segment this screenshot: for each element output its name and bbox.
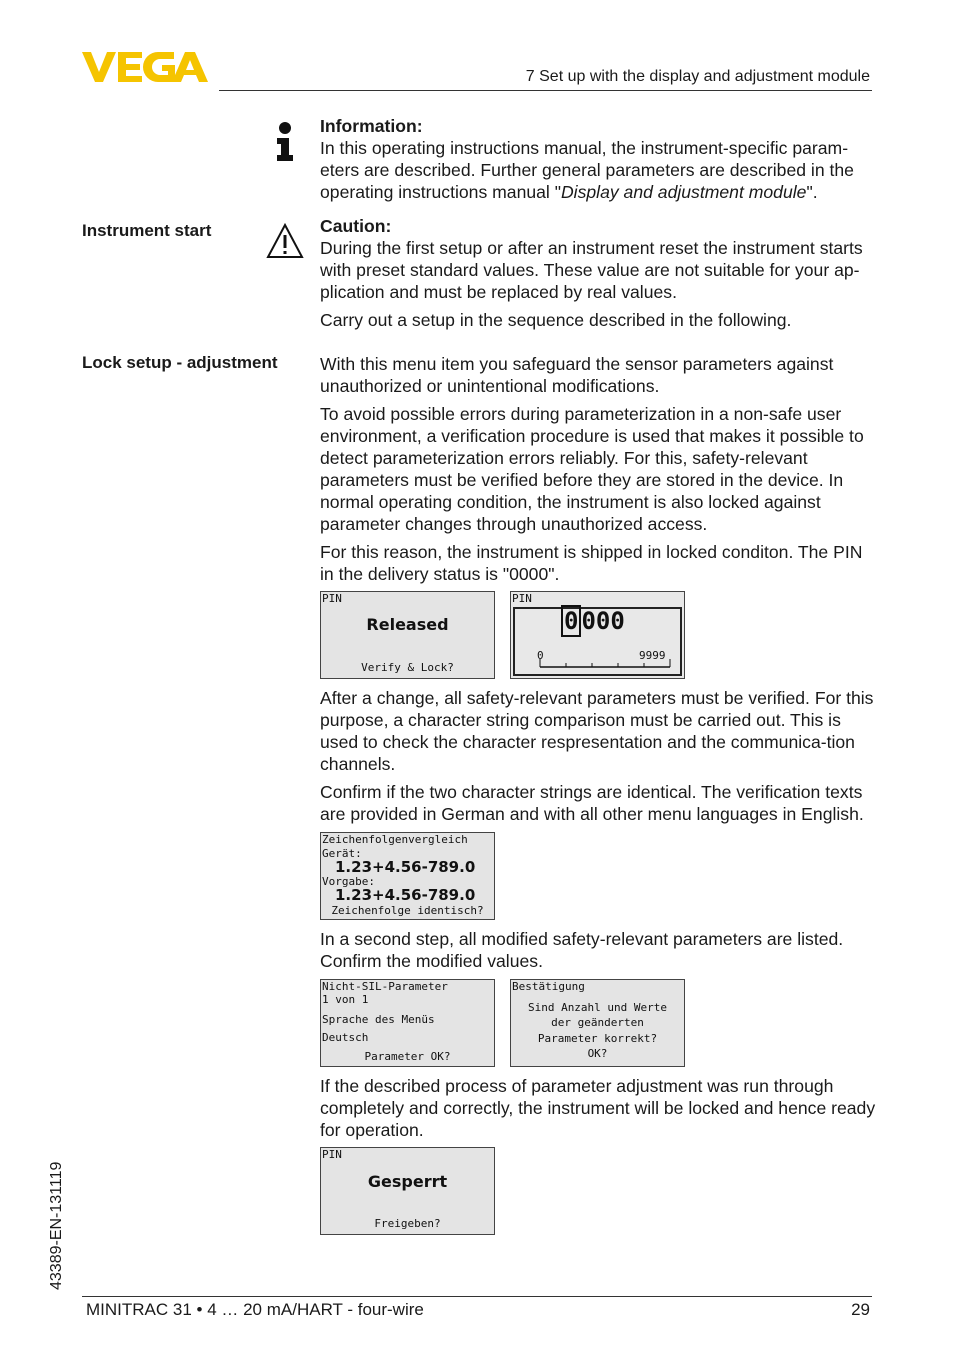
vega-logo xyxy=(82,52,212,82)
lcd-confirmation xyxy=(510,979,685,1067)
lcd-label-target: Vorgabe: xyxy=(322,875,375,888)
lcd-main-text: Gesperrt xyxy=(367,1172,448,1191)
lcd-value-device: 1.23+4.56-789.0 xyxy=(335,858,476,876)
lcd-inner-frame xyxy=(513,607,682,676)
lcd-label-device: Gerät: xyxy=(322,847,362,860)
lcd-bottom-text: Verify & Lock? xyxy=(361,661,454,674)
warning-icon xyxy=(266,223,304,259)
document-code: 43389-EN-131119 xyxy=(48,1161,65,1290)
pin-selected-digit: 0 xyxy=(561,605,581,637)
lcd-title: Bestätigung xyxy=(512,980,585,993)
info-text: In this operating instructions manual, the instrument-specific param-eters are described. Further general parameters are described in the operating instructions manual "Display and adjustment module". xyxy=(320,138,854,202)
instrument-start-heading: Instrument start xyxy=(82,221,212,240)
lcd-bottom-text: Parameter OK? xyxy=(364,1050,451,1063)
lcd-param-value: Deutsch xyxy=(322,1031,369,1044)
lock-setup-block-4 xyxy=(320,1075,876,1141)
caution-followup: Carry out a setup in the sequence described in the following. xyxy=(320,310,792,330)
caution-block xyxy=(320,215,876,331)
lcd-line: OK? xyxy=(587,1047,608,1060)
paragraph: With this menu item you safeguard the sensor parameters against unauthorized or unintentional modifications. xyxy=(320,354,834,396)
pin-digits xyxy=(561,607,625,635)
lcd-count: 1 von 1 xyxy=(322,993,369,1006)
lcd-title: PIN xyxy=(322,592,342,605)
section-title: 7 Set up with the display and adjustment module xyxy=(525,68,870,85)
lcd-param-name: Sprache des Menüs xyxy=(322,1013,435,1026)
lock-setup-block-3 xyxy=(320,928,876,972)
lcd-locked xyxy=(320,1147,495,1235)
paragraph: Confirm if the two character strings are identical. The verification texts are provided in German and with all other menu languages in English. xyxy=(320,782,864,824)
paragraph: If the described process of parameter adjustment was run through completely and correctly, the instrument will be locked and hence ready for operation. xyxy=(320,1076,876,1140)
lock-setup-heading: Lock setup - adjustment xyxy=(82,353,278,372)
info-title: Information: xyxy=(320,116,423,136)
footer-rule xyxy=(82,1296,872,1297)
info-icon xyxy=(266,121,304,163)
lcd-main-text: Released xyxy=(366,615,449,634)
paragraph: To avoid possible errors during parameterization in a non-safe user environment, a verification procedure is used that makes it possible to detect parameterization errors reliably. For this, safety-relevant parameters must be verified before they are stored in the device. In normal operating condition, the instrument is also locked against parameter changes through unauthorized access. xyxy=(320,404,864,534)
lcd-bottom-text: Zeichenfolge identisch? xyxy=(331,904,484,917)
lcd-title: PIN xyxy=(512,592,532,605)
footer-product: MINITRAC 31 • 4 … 20 mA/HART - four-wire xyxy=(86,1300,424,1319)
header-rule xyxy=(219,90,872,91)
lcd-title: PIN xyxy=(322,1148,342,1161)
lcd-pin-entry xyxy=(510,591,685,679)
lcd-line: der geänderten xyxy=(551,1016,644,1029)
scale-min: 0 xyxy=(537,649,544,662)
caution-title: Caution: xyxy=(320,216,392,236)
lock-setup-block-2 xyxy=(320,687,876,825)
paragraph: For this reason, the instrument is shipped in locked conditon. The PIN in the delivery status is "0000". xyxy=(320,542,863,584)
lcd-nonsil-parameter xyxy=(320,979,495,1067)
paragraph: In a second step, all modified safety-relevant parameters are listed. Confirm the modified values. xyxy=(320,929,844,971)
paragraph: After a change, all safety-relevant parameters must be verified. For this purpose, a character string comparison must be carried out. This is used to check the character respresentation and the communica-tion channels. xyxy=(320,688,874,774)
lcd-line: Sind Anzahl und Werte xyxy=(527,1001,668,1014)
info-block xyxy=(320,115,876,203)
pin-other-digits: 000 xyxy=(581,607,625,635)
lock-setup-block xyxy=(320,353,876,585)
lcd-string-compare xyxy=(320,832,495,920)
lcd-value-target: 1.23+4.56-789.0 xyxy=(335,886,476,904)
caution-text: During the first setup or after an instrument reset the instrument starts with preset standard values. These value are not suitable for your ap-plication and must be replaced by real values. xyxy=(320,238,863,302)
lcd-bottom-text: Freigeben? xyxy=(374,1217,441,1230)
lcd-line: Parameter korrekt? xyxy=(537,1032,658,1045)
lcd-title: Nicht-SIL-Parameter xyxy=(322,980,448,993)
scale-max: 9999 xyxy=(639,649,666,662)
lcd-title: Zeichenfolgenvergleich xyxy=(322,833,468,846)
page-number: 29 xyxy=(851,1300,870,1319)
lcd-released xyxy=(320,591,495,679)
